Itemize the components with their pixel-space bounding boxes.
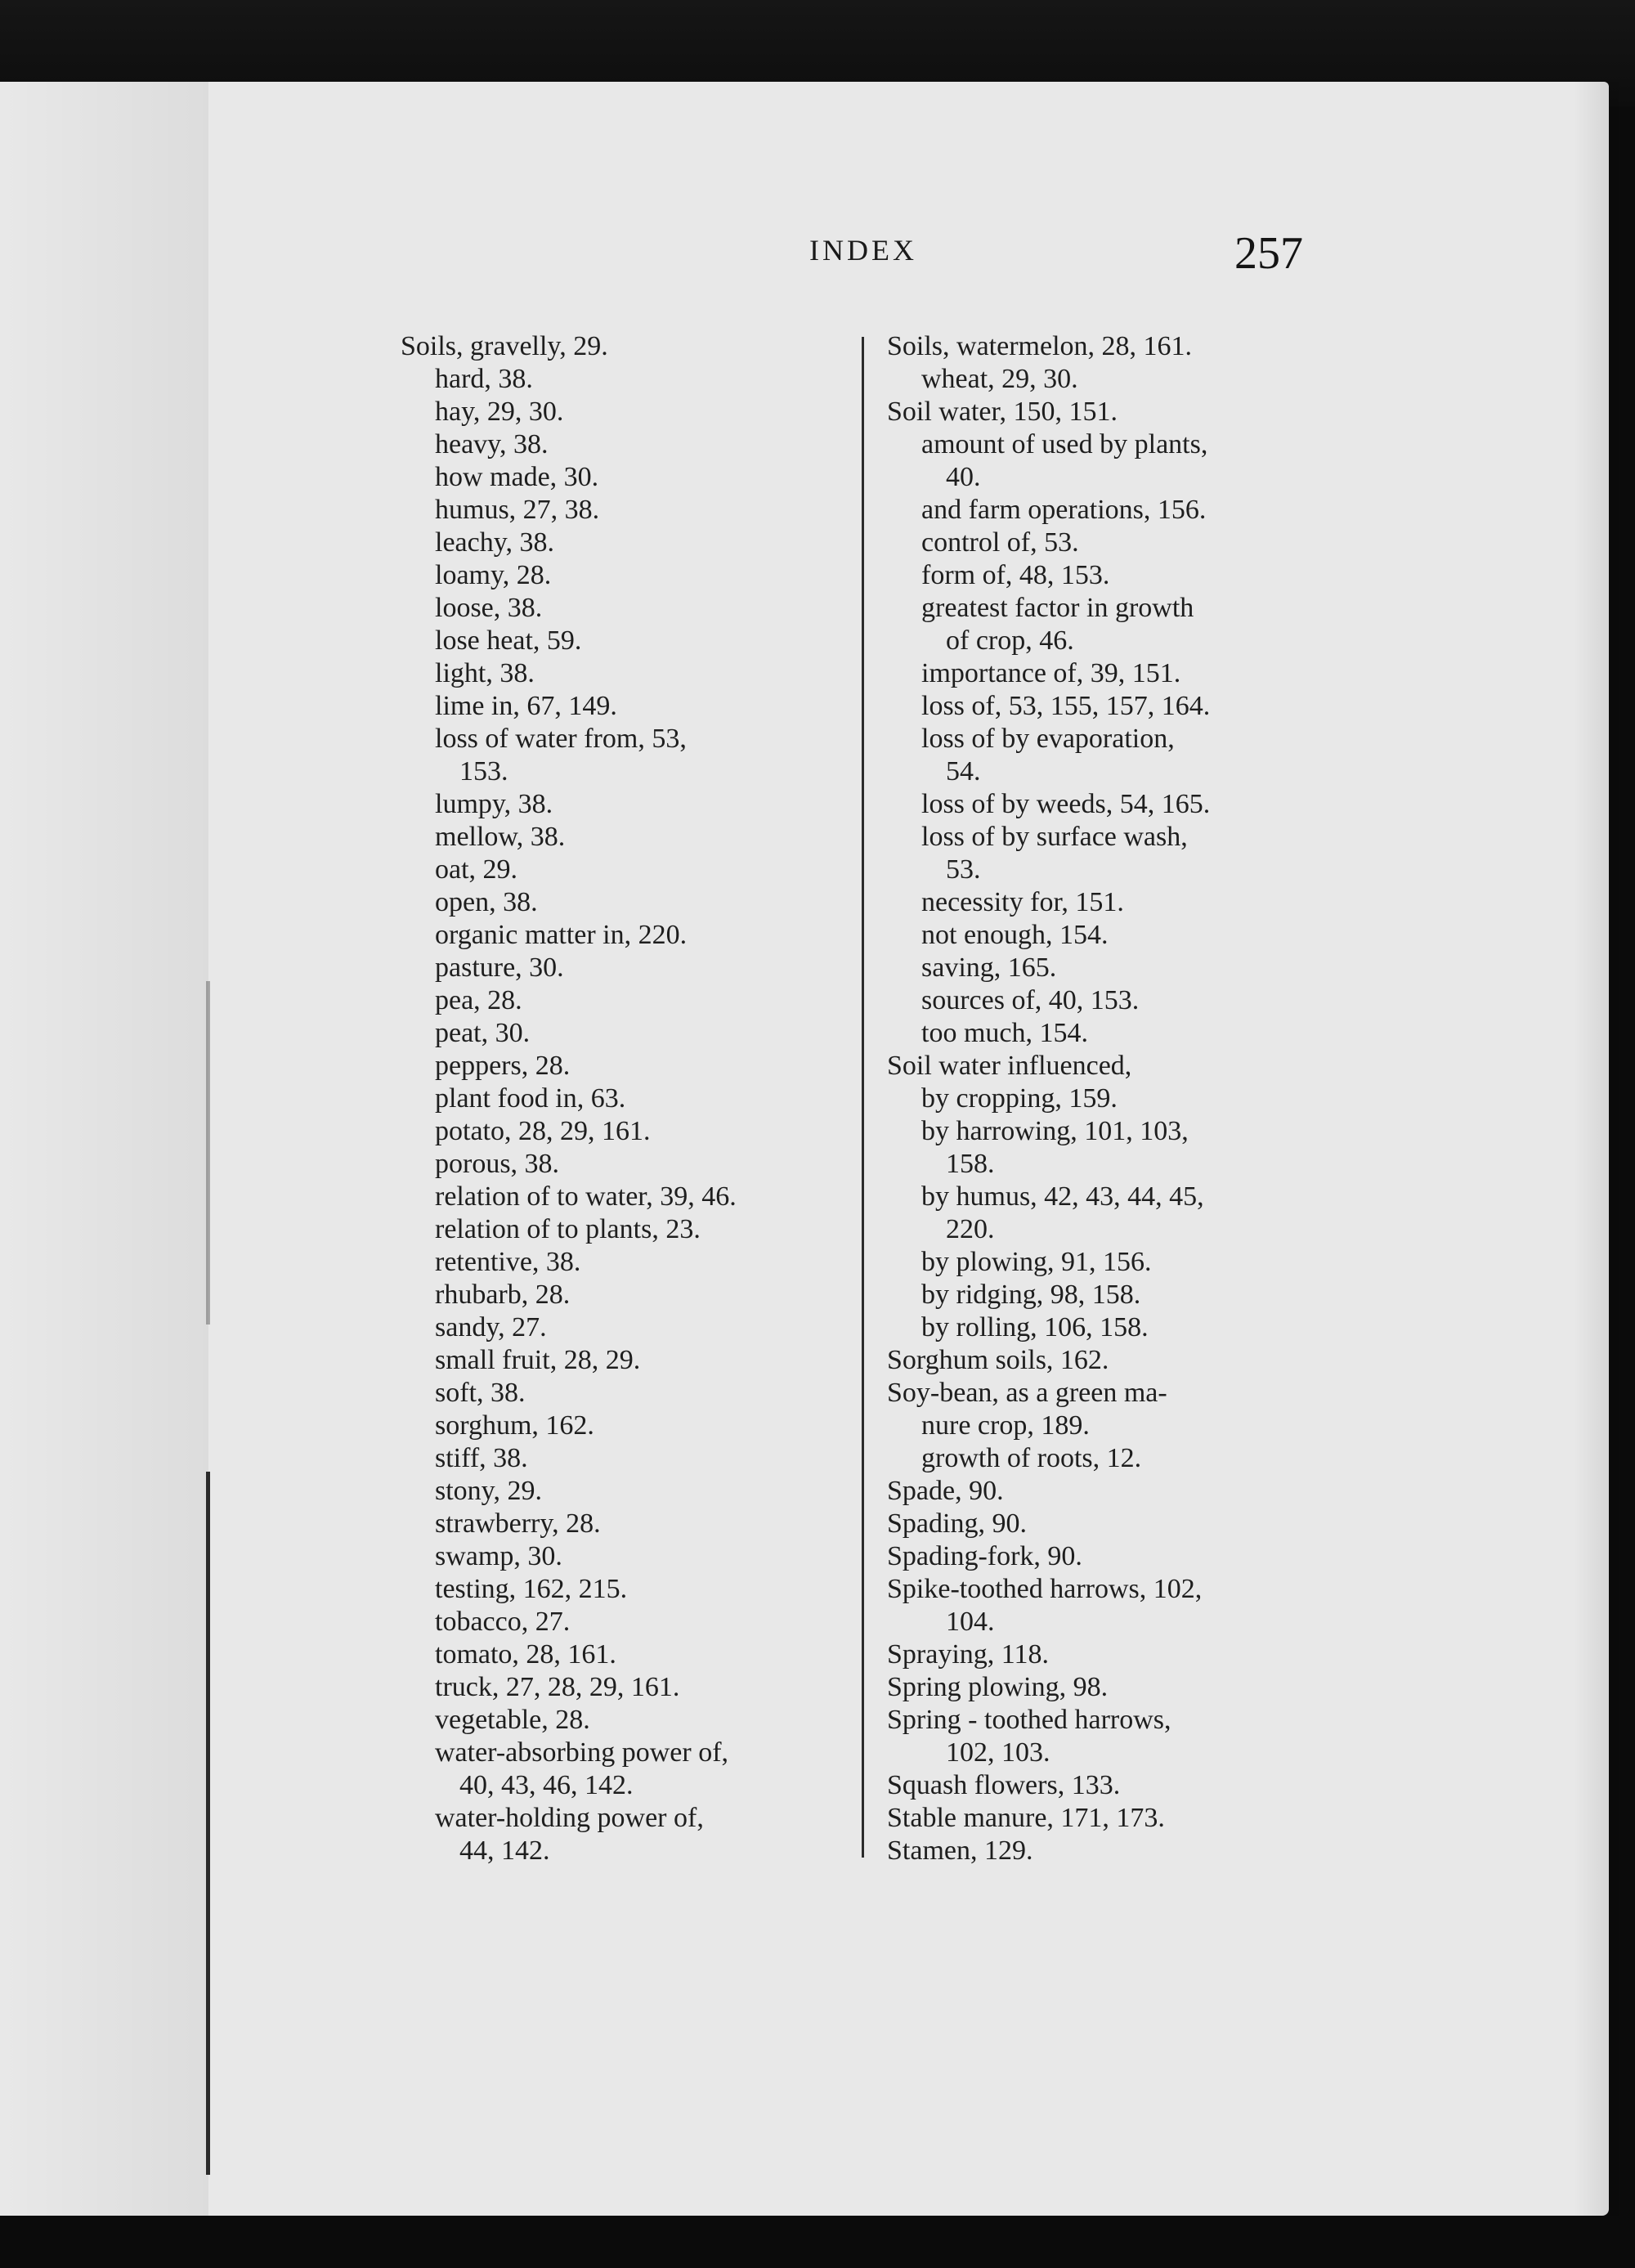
- index-entry: stiff, 38.: [435, 1443, 528, 1473]
- index-entry: amount of used by plants,: [921, 429, 1208, 459]
- index-entry: Squash flowers, 133.: [887, 1770, 1121, 1800]
- index-entry: sandy, 27.: [435, 1312, 547, 1342]
- index-entry: by ridging, 98, 158.: [921, 1280, 1141, 1310]
- index-entry: by humus, 42, 43, 44, 45,: [921, 1181, 1204, 1212]
- index-entry: Spike-toothed harrows, 102,: [887, 1574, 1203, 1604]
- index-entry: porous, 38.: [435, 1149, 560, 1179]
- index-entry: testing, 162, 215.: [435, 1574, 628, 1604]
- index-entry: 44, 142.: [459, 1835, 550, 1866]
- index-entry: pasture, 30.: [435, 952, 564, 983]
- index-entry: loamy, 28.: [435, 560, 552, 590]
- index-entry: Soils, watermelon, 28, 161.: [887, 331, 1193, 361]
- index-entry: hard, 38.: [435, 364, 533, 394]
- index-entry: water-absorbing power of,: [435, 1737, 729, 1768]
- index-entry: relation of to water, 39, 46.: [435, 1181, 737, 1212]
- index-entry: loss of by weeds, 54, 165.: [921, 789, 1211, 819]
- index-entry: pea, 28.: [435, 985, 522, 1015]
- index-entry: form of, 48, 153.: [921, 560, 1110, 590]
- page-edge-line: [206, 1472, 210, 2175]
- index-entry: truck, 27, 28, 29, 161.: [435, 1672, 680, 1702]
- index-entry: rhubarb, 28.: [435, 1280, 571, 1310]
- index-entry: by harrowing, 101, 103,: [921, 1116, 1189, 1146]
- index-entry: 104.: [946, 1607, 995, 1637]
- index-entry: not enough, 154.: [921, 920, 1109, 950]
- index-entry: necessity for, 151.: [921, 887, 1124, 917]
- index-entry: mellow, 38.: [435, 822, 566, 852]
- index-entry: stony, 29.: [435, 1476, 542, 1506]
- index-entry: water-holding power of,: [435, 1803, 704, 1833]
- index-column-right: [887, 330, 1328, 1867]
- index-entry: Soy-bean, as a green ma-: [887, 1378, 1167, 1408]
- page-number: 257: [1234, 228, 1303, 279]
- index-entry: importance of, 39, 151.: [921, 658, 1181, 688]
- index-entry: lime in, 67, 149.: [435, 691, 617, 721]
- index-entry: by rolling, 106, 158.: [921, 1312, 1149, 1342]
- index-entry: control of, 53.: [921, 527, 1079, 558]
- index-entry: Spring - toothed harrows,: [887, 1705, 1171, 1735]
- page-edge-line: [206, 981, 210, 1324]
- index-entry: swamp, 30.: [435, 1541, 562, 1571]
- page-shadow: [1574, 82, 1619, 2216]
- index-entry: Soil water, 150, 151.: [887, 397, 1118, 427]
- index-entry: lose heat, 59.: [435, 625, 582, 656]
- running-title: INDEX: [809, 234, 917, 267]
- index-entry: relation of to plants, 23.: [435, 1214, 701, 1244]
- index-entry: loss of water from, 53,: [435, 724, 687, 754]
- index-entry: 54.: [946, 756, 981, 787]
- index-entry: organic matter in, 220.: [435, 920, 688, 950]
- index-entry: Stamen, 129.: [887, 1835, 1033, 1866]
- index-entry: tobacco, 27.: [435, 1607, 571, 1637]
- index-entry: Spraying, 118.: [887, 1639, 1050, 1670]
- index-entry: leachy, 38.: [435, 527, 555, 558]
- index-entry: saving, 165.: [921, 952, 1057, 983]
- index-entry: Sorghum soils, 162.: [887, 1345, 1109, 1375]
- index-column-left: [401, 330, 849, 1867]
- index-entry: growth of roots, 12.: [921, 1443, 1142, 1473]
- index-entry: Stable manure, 171, 173.: [887, 1803, 1165, 1833]
- index-entry: open, 38.: [435, 887, 538, 917]
- index-entry: loss of by surface wash,: [921, 822, 1188, 852]
- index-entry: loss of, 53, 155, 157, 164.: [921, 691, 1211, 721]
- index-entry: of crop, 46.: [946, 625, 1074, 656]
- index-entry: sources of, 40, 153.: [921, 985, 1140, 1015]
- column-divider: [862, 337, 864, 1858]
- index-entry: 158.: [946, 1149, 995, 1179]
- index-entry: 40.: [946, 462, 981, 492]
- index-entry: loose, 38.: [435, 593, 543, 623]
- index-entry: Spade, 90.: [887, 1476, 1004, 1506]
- index-entry: too much, 154.: [921, 1018, 1088, 1048]
- index-entry: Spading-fork, 90.: [887, 1541, 1082, 1571]
- index-entry: 53.: [946, 854, 981, 885]
- index-entry: loss of by evaporation,: [921, 724, 1175, 754]
- index-entry: humus, 27, 38.: [435, 495, 600, 525]
- index-entry: by cropping, 159.: [921, 1083, 1118, 1114]
- index-entry: by plowing, 91, 156.: [921, 1247, 1152, 1277]
- index-entry: oat, 29.: [435, 854, 518, 885]
- index-entry: tomato, 28, 161.: [435, 1639, 616, 1670]
- index-entry: retentive, 38.: [435, 1247, 581, 1277]
- index-entry: small fruit, 28, 29.: [435, 1345, 641, 1375]
- index-entry: sorghum, 162.: [435, 1410, 594, 1441]
- index-entry: heavy, 38.: [435, 429, 549, 459]
- index-entry: peppers, 28.: [435, 1051, 571, 1081]
- index-entry: plant food in, 63.: [435, 1083, 626, 1114]
- index-entry: 40, 43, 46, 142.: [459, 1770, 634, 1800]
- index-entry: how made, 30.: [435, 462, 599, 492]
- index-entry: and farm operations, 156.: [921, 495, 1207, 525]
- index-entry: strawberry, 28.: [435, 1508, 601, 1539]
- page-gutter: [0, 82, 208, 2216]
- index-entry: lumpy, 38.: [435, 789, 553, 819]
- index-entry: 102, 103.: [946, 1737, 1050, 1768]
- index-entry: hay, 29, 30.: [435, 397, 564, 427]
- index-entry: 153.: [459, 756, 508, 787]
- index-entry: potato, 28, 29, 161.: [435, 1116, 651, 1146]
- index-entry: light, 38.: [435, 658, 535, 688]
- index-entry: Soils, gravelly, 29.: [401, 331, 608, 361]
- index-entry: peat, 30.: [435, 1018, 531, 1048]
- index-entry: Spading, 90.: [887, 1508, 1027, 1539]
- index-entry: Soil water influenced,: [887, 1051, 1132, 1081]
- index-entry: 220.: [946, 1214, 995, 1244]
- index-entry: Spring plowing, 98.: [887, 1672, 1109, 1702]
- index-entry: greatest factor in growth: [921, 593, 1194, 623]
- index-entry: wheat, 29, 30.: [921, 364, 1078, 394]
- index-entry: vegetable, 28.: [435, 1705, 590, 1735]
- index-entry: nure crop, 189.: [921, 1410, 1090, 1441]
- index-entry: soft, 38.: [435, 1378, 526, 1408]
